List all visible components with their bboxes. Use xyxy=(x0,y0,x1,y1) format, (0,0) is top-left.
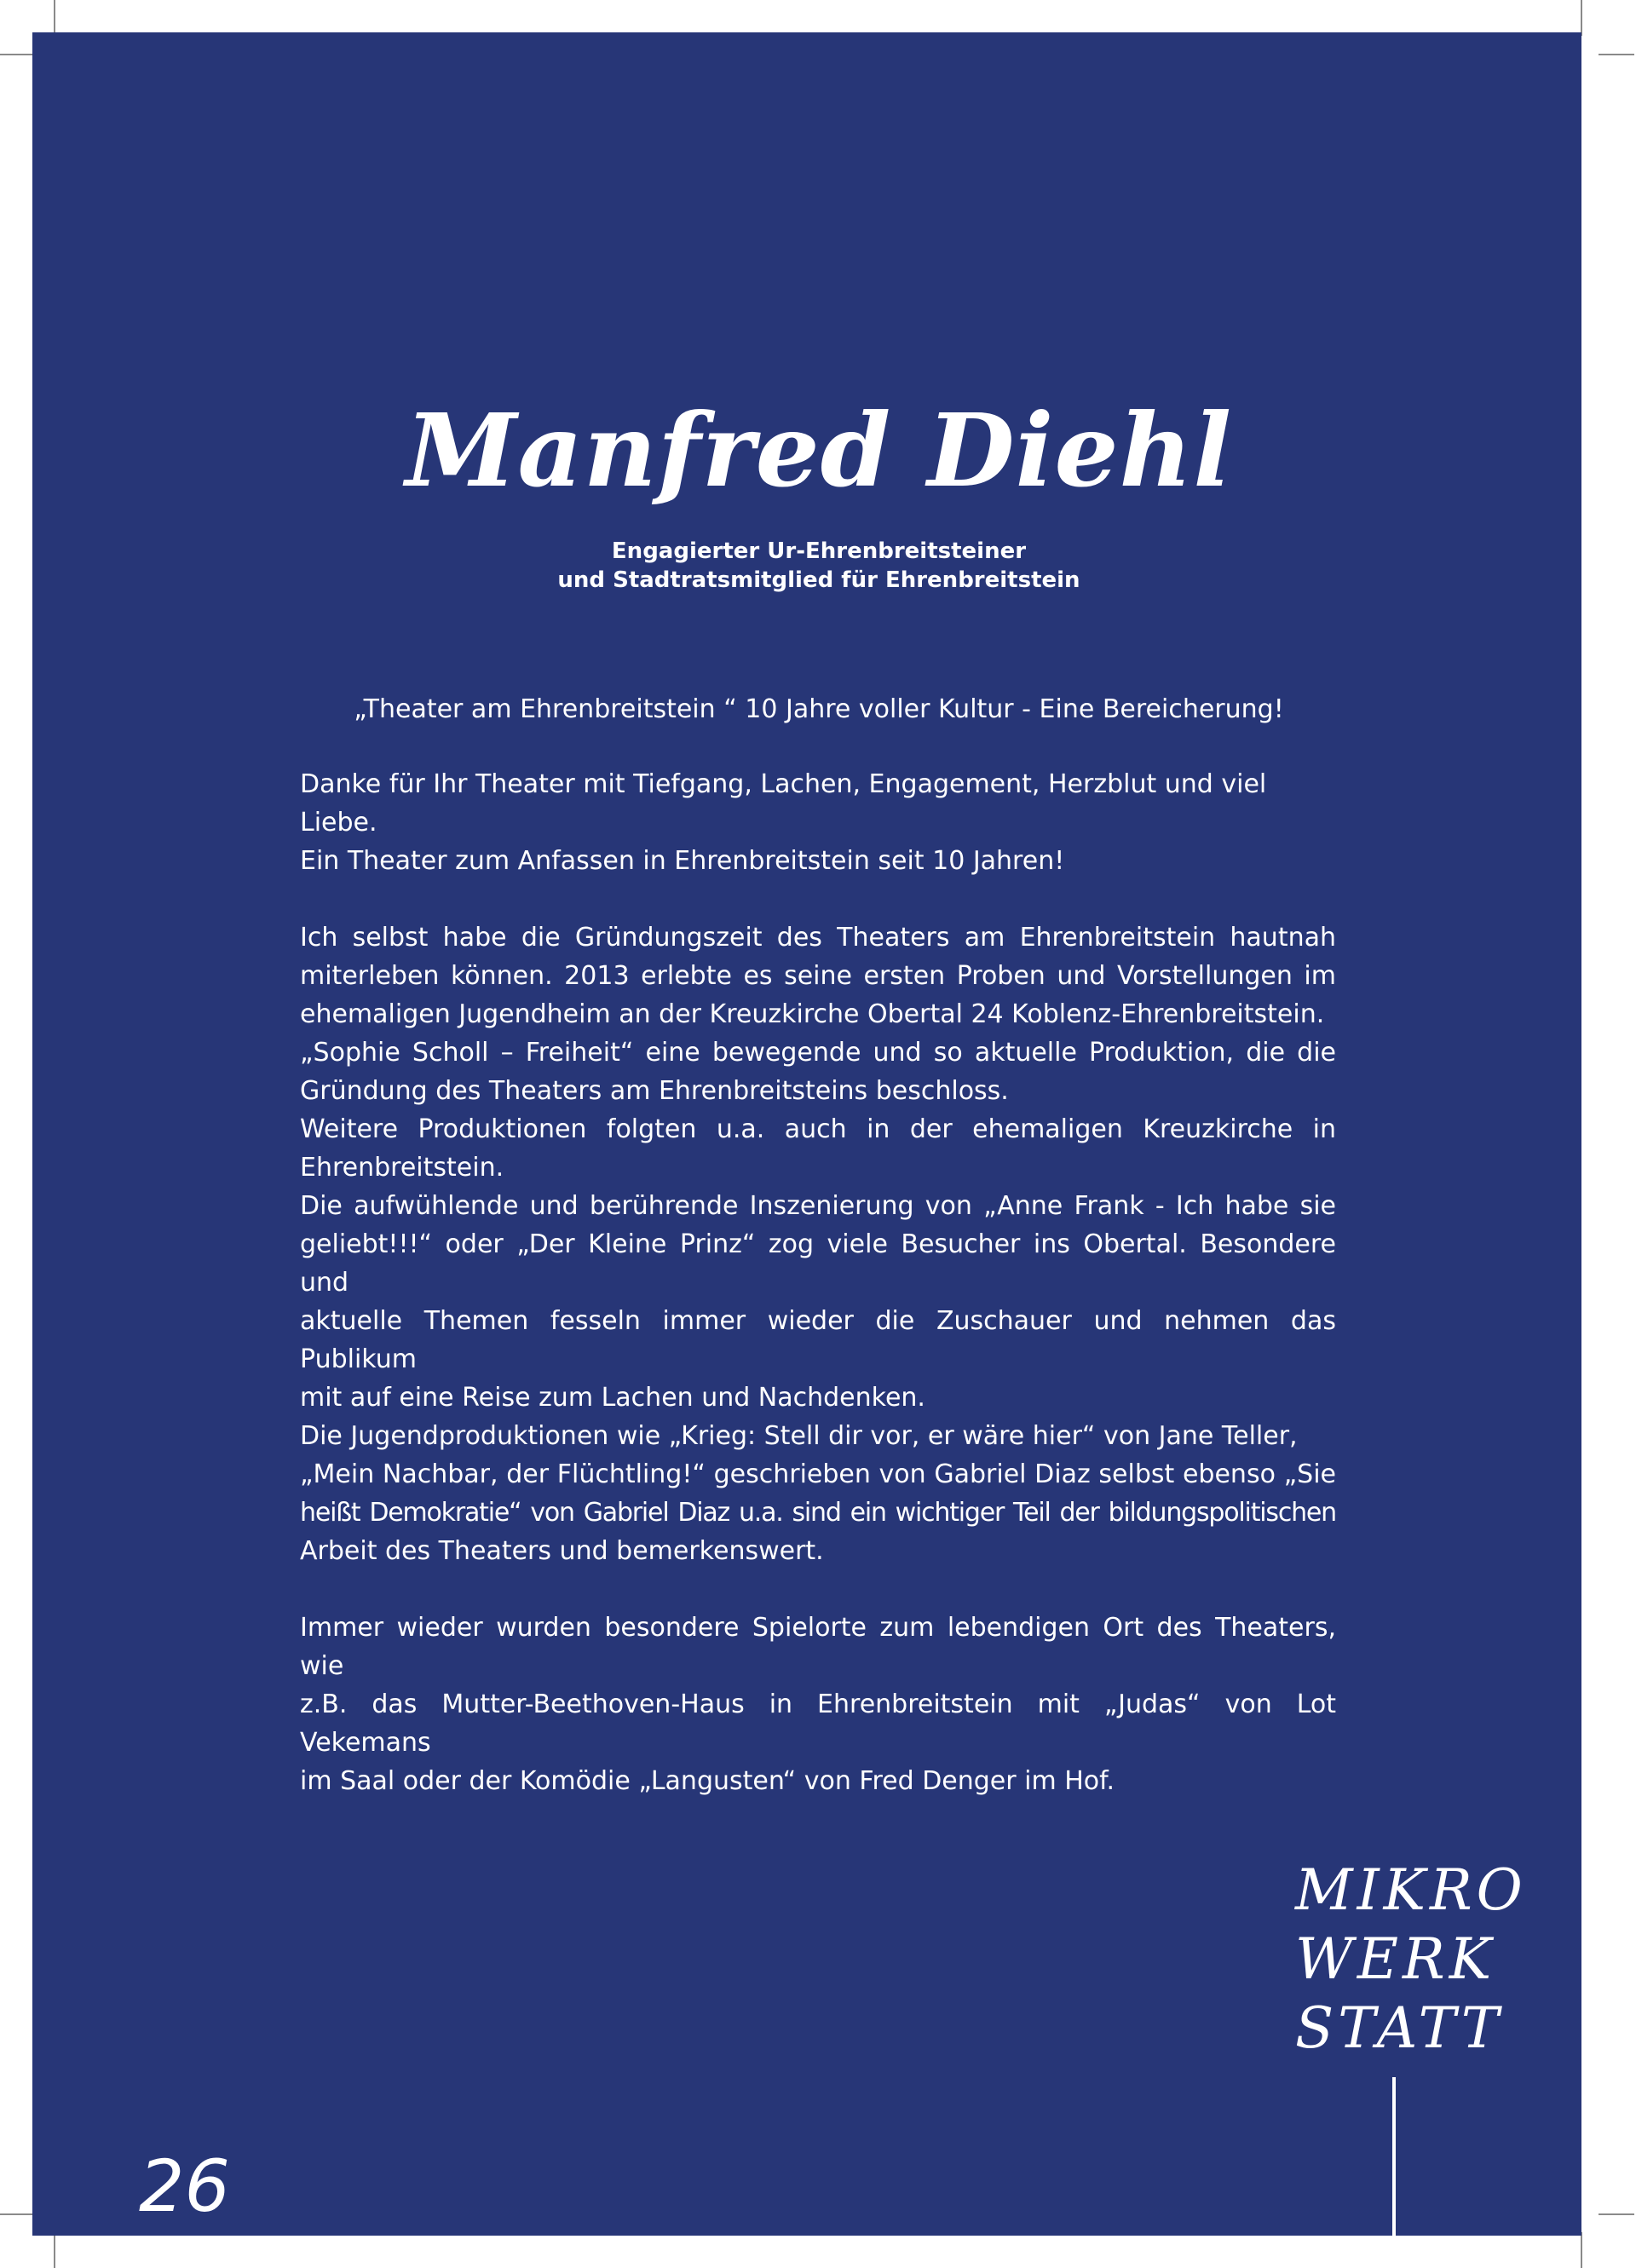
text-line: aktuelle Themen fesseln immer wieder die Zuschauer und nehmen das Publikum xyxy=(300,1306,1336,1374)
text-line: Immer wieder wurden besondere Spielorte zum lebendigen Ort des Theaters, wie xyxy=(300,1613,1336,1681)
crop-mark xyxy=(1599,54,1634,55)
text-line: Ehrenbreitstein. xyxy=(300,1153,504,1183)
text-line: Die aufwühlende und berührende Inszenierung von „Anne Frank - Ich habe sie xyxy=(300,1191,1336,1221)
logo-line: STATT xyxy=(1295,1995,1503,2061)
page-number: 26 xyxy=(139,2144,230,2228)
text-line: Ein Theater zum Anfassen in Ehrenbreitstein seit 10 Jahren! xyxy=(300,846,1065,876)
logo-line: WERK xyxy=(1295,1926,1496,1992)
text-line: z.B. das Mutter-Beethoven-Haus in Ehrenbreitstein mit „Judas“ von Lot Vekemans xyxy=(300,1689,1336,1758)
text-line: Die Jugendproduktionen wie „Krieg: Stell dir vor, er wäre hier“ von Jane Teller, xyxy=(300,1421,1298,1451)
subtitle-line: Engagierter Ur-Ehrenbreitsteiner xyxy=(611,538,1027,564)
text-line: Weitere Produktionen folgten u.a. auch in der ehemaligen Kreuzkirche in xyxy=(300,1114,1336,1144)
text-line: Gründung des Theaters am Ehrenbreitsteins beschloss. xyxy=(300,1076,1009,1106)
text-line: ehemaligen Jugendheim an der Kreuzkirche Obertal 24 Koblenz-Ehrenbreitstein. xyxy=(300,999,1325,1029)
body-text xyxy=(300,765,1336,1839)
crop-mark xyxy=(1599,2213,1634,2215)
text-line: mit auf eine Reise zum Lachen und Nachdenken. xyxy=(300,1383,925,1413)
page-panel xyxy=(32,32,1581,2236)
text-line: miterleben können. 2013 erlebte es seine ersten Proben und Vorstellungen im xyxy=(300,961,1336,991)
text-line: „Mein Nachbar, der Flüchtling!“ geschrieben von Gabriel Diaz selbst ebenso „Sie xyxy=(300,1459,1336,1489)
quote-line: „Theater am Ehrenbreitstein “ 10 Jahre voller Kultur - Eine Bereicherung! xyxy=(354,694,1284,724)
text-line: Danke für Ihr Theater mit Tiefgang, Lachen, Engagement, Herzblut und viel Liebe. xyxy=(300,769,1267,838)
crop-mark xyxy=(1581,0,1582,36)
paragraph xyxy=(300,1609,1336,1800)
paragraph xyxy=(300,918,1336,1570)
crop-mark xyxy=(54,2232,55,2268)
text-line: Arbeit des Theaters und bemerkenswert. xyxy=(300,1536,824,1566)
logo-vertical-rule xyxy=(1392,2077,1396,2236)
text-line: Ich selbst habe die Gründungszeit des Theaters am Ehrenbreitstein hautnah xyxy=(300,923,1336,953)
paragraph xyxy=(300,765,1336,880)
text-line: geliebt!!!“ oder „Der Kleine Prinz“ zog viele Besucher ins Obertal. Besondere und xyxy=(300,1229,1336,1298)
text-line: „Sophie Scholl – Freiheit“ eine bewegende und so aktuelle Produktion, die die xyxy=(300,1038,1336,1068)
crop-mark xyxy=(0,2213,36,2215)
crop-mark xyxy=(54,0,55,36)
crop-mark xyxy=(1581,2232,1582,2268)
page-title: Manfred Diehl xyxy=(405,391,1233,509)
logo-line: MIKRO xyxy=(1295,1857,1527,1923)
subtitle xyxy=(32,537,1605,595)
subtitle-line: und Stadtratsmitglied für Ehrenbreitstein xyxy=(557,567,1080,593)
text-line: im Saal oder der Komödie „Langusten“ von Fred Denger im Hof. xyxy=(300,1766,1115,1796)
crop-mark xyxy=(0,54,36,55)
mikrowerkstatt-logo xyxy=(1295,1856,1527,2063)
text-line: heißt Demokratie“ von Gabriel Diaz u.a. sind ein wichtiger Teil der bildungspolitischen xyxy=(300,1498,1336,1528)
